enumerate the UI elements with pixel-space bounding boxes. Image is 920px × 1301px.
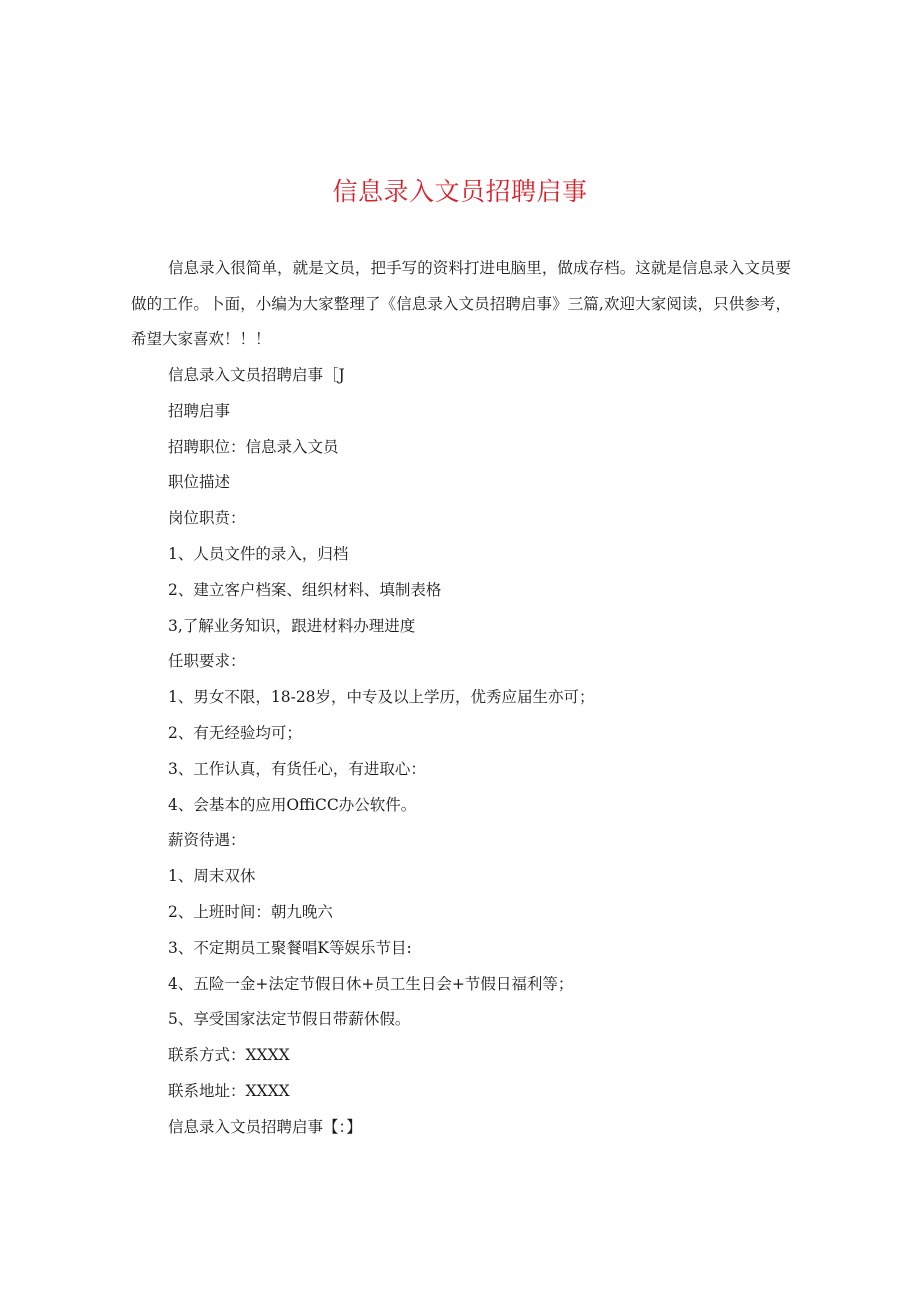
contact-method: 联系方式：XXXX	[168, 1046, 290, 1065]
list-item: 3、不定期员工聚餐唱K等娱乐节目:	[168, 938, 412, 957]
page-title: 信息录入文员招聘启事	[332, 177, 588, 206]
text-line: 薪资待遇：	[168, 831, 246, 850]
list-item: 2、上班时间：朝九晚六	[168, 902, 333, 921]
text-line: 职位描述	[168, 473, 231, 492]
section-heading: 信息录入文员招聘启事【：】	[168, 1117, 362, 1136]
contact-address: 联系地址：XXXX	[168, 1081, 290, 1100]
text-line: 任职要求：	[168, 652, 246, 671]
intro-paragraph: 信息录入很简单，就是文员，把手写的资料打进电脑里，做成存档。这就是信息录入文员要做的工作。卜面，小编为大家整理了《信息录入文员招聘启事》三篇,欢迎大家阅读，只供参考，希望大家喜欢！！！	[131, 259, 791, 348]
list-item: 3、工作认真，有货任心，有进取心：	[168, 759, 426, 778]
list-item: 2、建立客户档案、组织材料、填制表格	[168, 580, 442, 599]
text-line: 招聘启事	[168, 401, 231, 420]
list-item: 2、有无经验均可；	[168, 723, 302, 742]
text-line: 岗位职贲：	[168, 509, 246, 528]
list-item: 1、男女不限，18-28岁，中专及以上学历，优秀应届生亦可；	[168, 688, 595, 707]
text-line: 招聘职位：信息录入文员	[168, 437, 339, 456]
list-item: 3,了解业务知识，跟进材料办理进度	[168, 616, 416, 635]
content-lines	[168, 358, 595, 1146]
list-item: 1、人员文件的录入，归档	[168, 544, 349, 563]
list-item: 4、五险一金+法定节假日休+员工生日会+节假日福利等；	[168, 974, 574, 993]
list-item: 1、周末双休	[168, 867, 256, 886]
list-item: 4、会基本的应用OffiCC办公软件。	[168, 795, 417, 814]
section-heading: 信息录入文员招聘启事［J	[168, 366, 345, 384]
list-item: 5、享受国家法定节假日带薪休假。	[168, 1010, 411, 1029]
